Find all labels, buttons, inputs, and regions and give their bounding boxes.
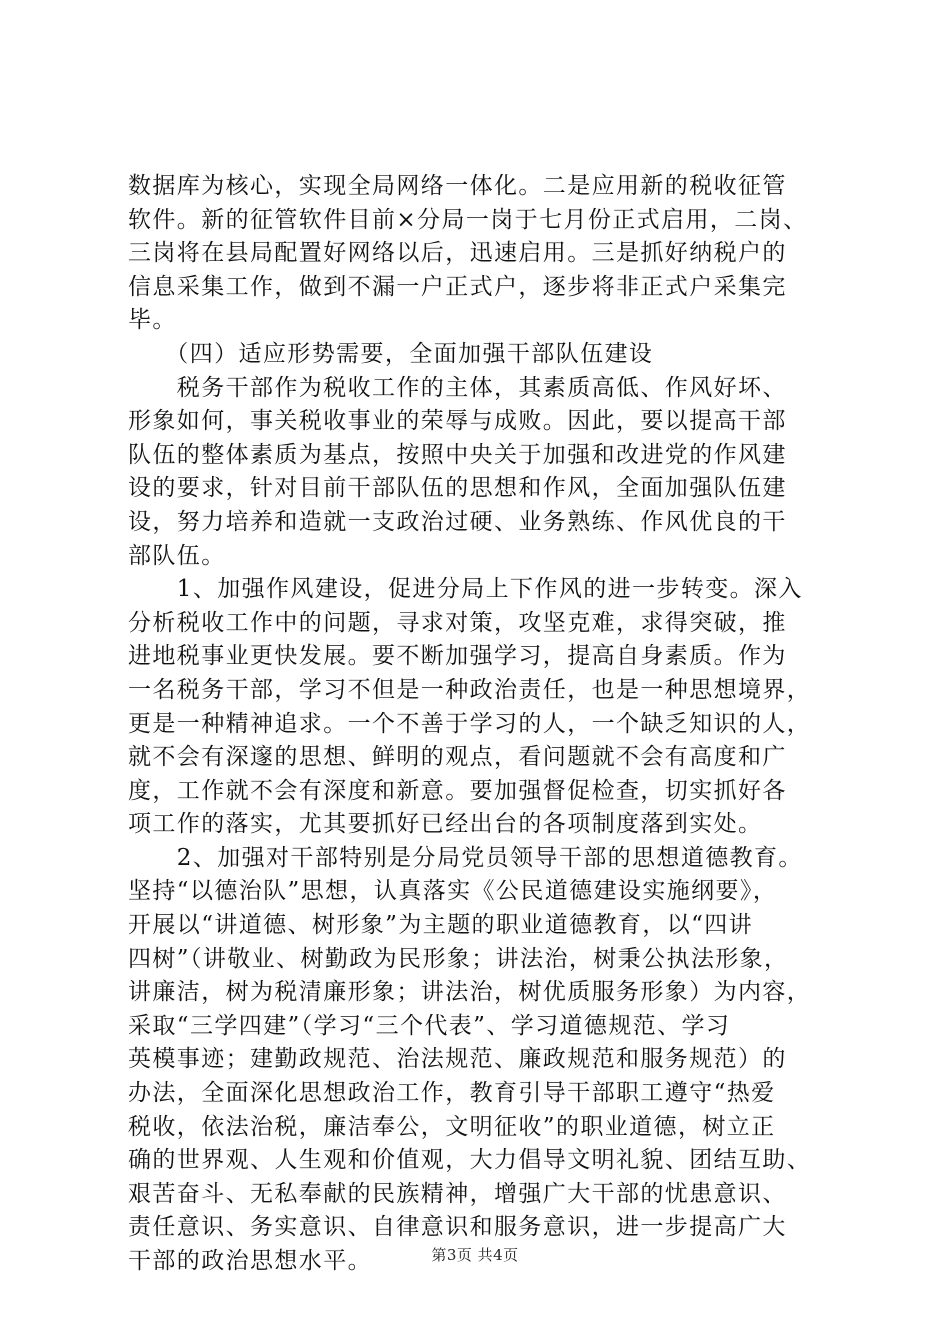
text-line: 责任意识、务实意识、自律意识和服务意识，进一步提高广大: [128, 1214, 787, 1241]
text-line: 进地税事业更快发展。要不断加强学习，提高自身素质。作为: [128, 643, 787, 670]
text-line: 软件。新的征管软件目前×分局一岗于七月份正式启用，二岗、: [128, 206, 808, 233]
text-line: 税务干部作为税收工作的主体，其素质高低、作风好坏、: [128, 374, 787, 401]
text-line: 更是一种精神追求。一个不善于学习的人，一个缺乏知识的人，: [128, 710, 812, 737]
text-line: 分析税收工作中的问题，寻求对策，攻坚克难，求得突破，推: [128, 609, 787, 636]
page-footer: 第3页 共4页: [431, 1246, 519, 1264]
text-line: 英模事迹；建勤政规范、治法规范、廉政规范和服务规范）的: [128, 1046, 787, 1073]
text-line: 1、加强作风建设，促进分局上下作风的进一步转变。深入: [128, 576, 803, 603]
text-line: 坚持“以德治队”思想，认真落实《公民道德建设实施纲要》，: [128, 878, 778, 905]
text-line: 一名税务干部，学习不但是一种政治责任，也是一种思想境界，: [128, 676, 812, 703]
text-line: 三岗将在县局配置好网络以后，迅速启用。三是抓好纳税户的: [128, 240, 787, 267]
text-line: 形象如何，事关税收事业的荣辱与成败。因此，要以提高干部: [128, 408, 787, 435]
text-line: 设，努力培养和造就一支政治过硬、业务熟练、作风优良的干: [128, 508, 787, 535]
text-line: 艰苦奋斗、无私奉献的民族精神，增强广大干部的忧患意识、: [128, 1180, 787, 1207]
text-line: 信息采集工作，做到不漏一户正式户，逐步将非正式户采集完: [128, 273, 787, 300]
text-line: 部队伍。: [128, 542, 226, 569]
text-line: 税收，依法治税，廉洁奉公，文明征收”的职业道德，树立正: [128, 1113, 776, 1140]
text-line: 采取“三学四建”（学习“三个代表”、学习道德规范、学习: [128, 1012, 731, 1039]
text-line: （四）适应形势需要，全面加强干部队伍建设: [128, 340, 654, 367]
text-line: 2、加强对干部特别是分局党员领导干部的思想道德教育。: [128, 844, 803, 871]
text-line: 就不会有深邃的思想、鲜明的观点，看问题就不会有高度和广: [128, 744, 787, 771]
text-line: 四树”（讲敬业、树勤政为民形象；讲法治，树秉公执法形象，: [128, 945, 789, 972]
text-line: 确的世界观、人生观和价值观，大力倡导文明礼貌、团结互助、: [128, 1147, 812, 1174]
text-line: 数据库为核心，实现全局网络一体化。二是应用新的税收征管: [128, 173, 787, 199]
text-line: 设的要求，针对目前干部队伍的思想和作风，全面加强队伍建: [128, 475, 787, 502]
document-body: [128, 170, 834, 1279]
text-line: 毕。: [128, 307, 177, 334]
text-line: 项工作的落实，尤其要抓好已经出台的各项制度落到实处。: [128, 811, 763, 838]
text-line: 干部的政治思想水平。: [128, 1248, 372, 1274]
text-line: 办法，全面深化思想政治工作，教育引导干部职工遵守“热爱: [128, 1080, 776, 1107]
text-line: 队伍的整体素质为基点，按照中央关于加强和改进党的作风建: [128, 441, 787, 468]
text-line: 度，工作就不会有深度和新意。要加强督促检查，切实抓好各: [128, 777, 787, 804]
text-line: 讲廉洁，树为税清廉形象；讲法治，树优质服务形象）为内容，: [128, 979, 812, 1006]
text-line: 开展以“讲道德、树形象”为主题的职业道德教育，以“四讲: [128, 912, 754, 939]
